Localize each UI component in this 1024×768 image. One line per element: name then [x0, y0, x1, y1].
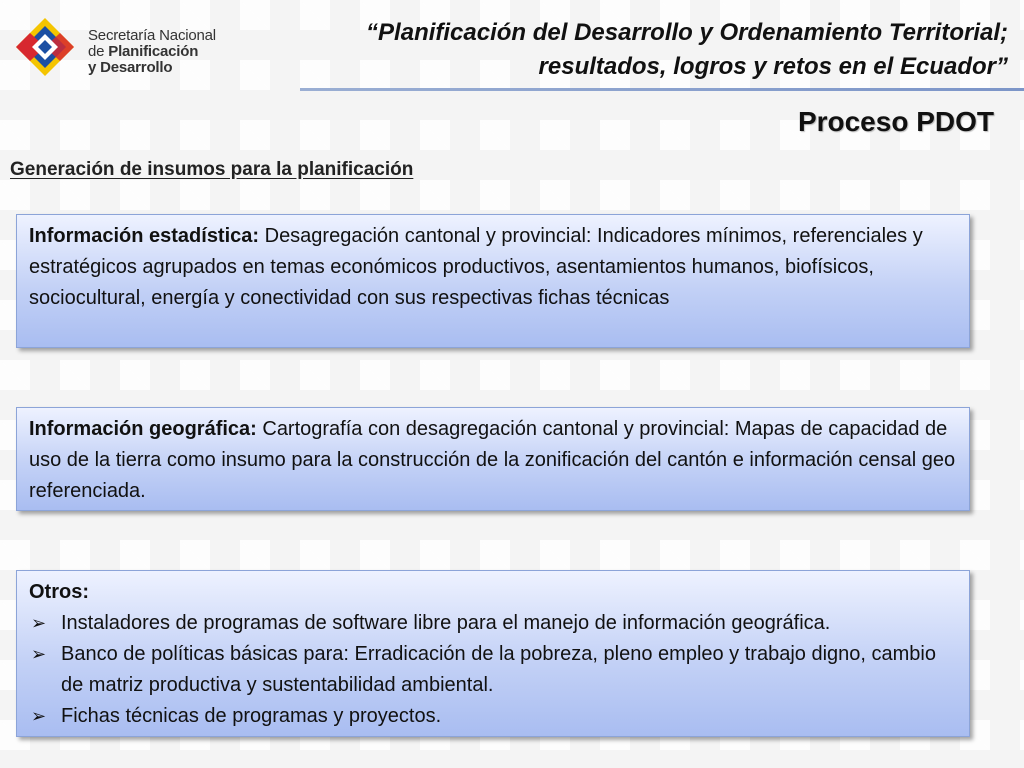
list-item-text: Instaladores de programas de software libre para el manejo de información geográfica.	[61, 612, 831, 634]
arrow-bullet-icon: ➢	[31, 613, 47, 633]
info-box-otros	[16, 570, 970, 737]
box-label-estadistica: Información estadística:	[29, 225, 260, 247]
box-text-estadistica: Desagregación cantonal y provincial: Indicadores mínimos, referenciales y estratégicos agrupados en temas económicos productivos, asentamientos humanos, biofísicos, sociocultural, energía y conectividad con sus respectivas fichas técnicas	[29, 225, 923, 309]
snpd-logo-text	[88, 28, 216, 76]
box-text-geografica: Cartografía con desagregación cantonal y provincial: Mapas de capacidad de uso de la tierra como insumo para la construcción de la zonificación del cantón e información censal geo referenciada.	[29, 418, 956, 502]
list-item	[29, 701, 957, 732]
list-item-text: Fichas técnicas de programas y proyectos.	[61, 705, 442, 727]
snpd-logo	[14, 16, 234, 80]
logo-line-3: y Desarrollo	[88, 59, 173, 76]
list-item	[29, 608, 957, 639]
slide-title-line-2: resultados, logros y retos en el Ecuador”	[538, 53, 1008, 80]
snpd-logo-mark-icon	[14, 16, 76, 78]
subheading: Generación de insumos para la planificación	[10, 159, 414, 180]
logo-line-2	[88, 44, 216, 60]
arrow-bullet-icon: ➢	[31, 644, 47, 664]
slide-title	[308, 16, 1008, 84]
list-item-text: Banco de políticas básicas para: Erradicación de la pobreza, pleno empleo y trabajo digno, cambio de matriz productiva y sustentabilidad ambiental.	[61, 643, 936, 696]
slide-title-line-1: “Planificación del Desarrollo y Ordenamiento Territorial;	[366, 19, 1008, 46]
logo-line-2-bold: Planificación	[108, 43, 199, 60]
arrow-bullet-icon: ➢	[31, 706, 47, 726]
box-label-otros: Otros:	[29, 581, 89, 603]
info-box-estadistica	[16, 214, 970, 348]
box-label-geografica: Información geográfica:	[29, 418, 257, 440]
list-item	[29, 639, 957, 701]
logo-line-2-prefix: de	[88, 43, 109, 60]
section-title: Proceso PDOT	[797, 106, 994, 137]
otros-list	[29, 608, 957, 732]
logo-line-1: Secretaría Nacional	[88, 27, 216, 44]
header-divider	[300, 88, 1024, 91]
info-box-geografica	[16, 407, 970, 511]
